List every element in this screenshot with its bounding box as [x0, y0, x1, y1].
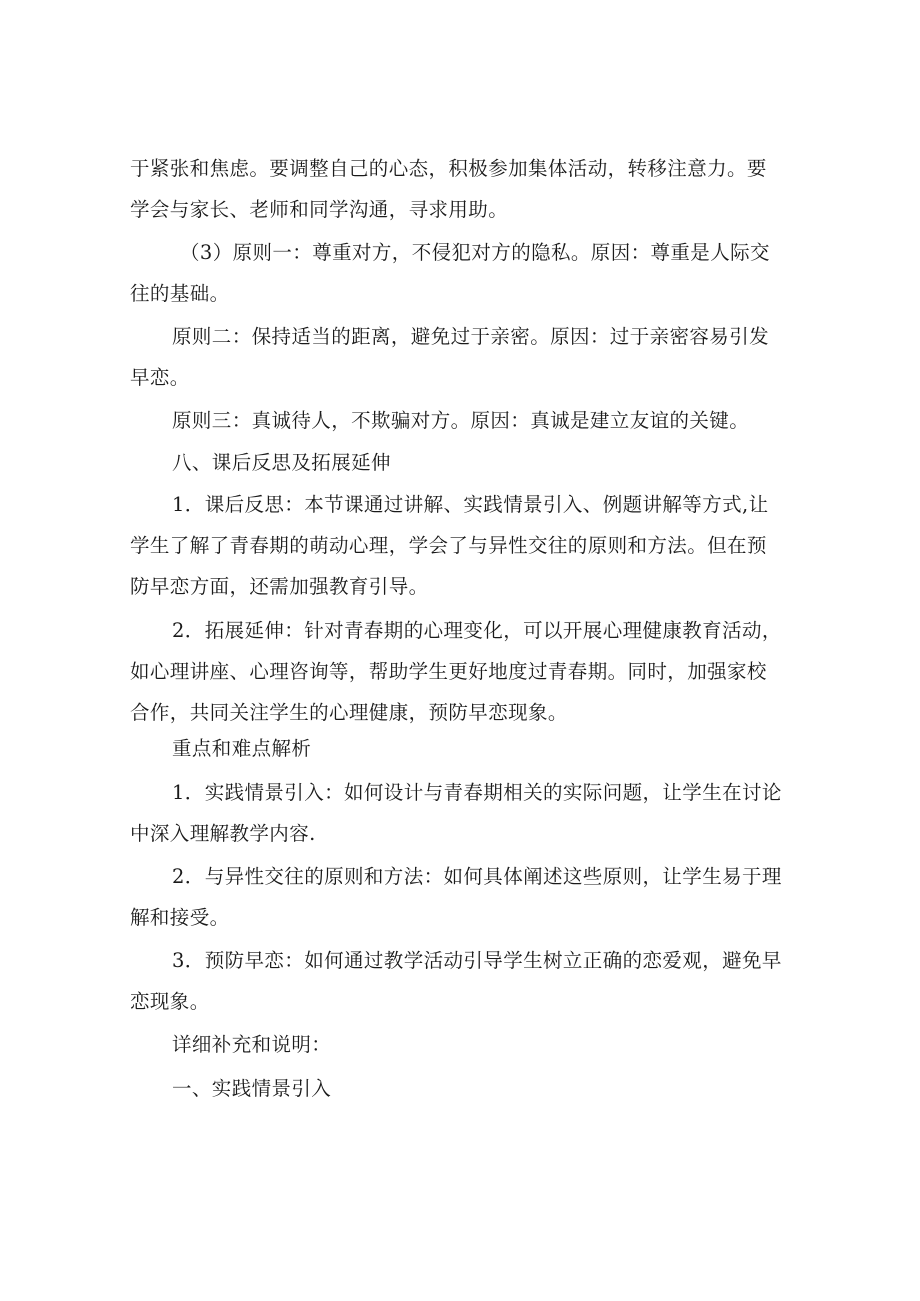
text-line: 恋现象。	[130, 990, 210, 1013]
text-line: 2．拓展延伸：针对青春期的心理变化，可以开展心理健康教育活动，	[172, 619, 782, 642]
text-line: 往的基础。	[130, 282, 230, 305]
text-line: 早恋。	[130, 366, 190, 389]
text-line: 学会与家长、老师和同学沟通，寻求用助。	[130, 198, 509, 221]
text-line: 合作，共同关注学生的心理健康，预防早恋现象。	[130, 701, 568, 724]
text-line: 于紧张和焦虑。要调整自己的心态，积极参加集体活动，转移注意力。要	[130, 157, 767, 180]
text-line: 解和接受。	[130, 906, 230, 929]
paragraph-key-3	[130, 940, 800, 1022]
text-line: 中深入理解教学内容.	[130, 822, 316, 845]
text-line: （3）原则一：尊重对方，不侵犯对方的隐私。原因：尊重是人际交	[180, 241, 770, 264]
text-line: 如心理讲座、心理咨询等，帮助学生更好地度过青春期。同时，加强家校	[130, 660, 767, 683]
text-line: 3．预防早恋：如何通过教学活动引导学生树立正确的恋爱观，避免早	[172, 949, 782, 972]
paragraph-key-1	[130, 772, 800, 854]
text-line: 防早恋方面，还需加强教育引导。	[130, 575, 429, 598]
text-line: 一、实践情景引入	[172, 1077, 332, 1100]
paragraph-reflection	[130, 484, 800, 607]
section-heading-8	[130, 442, 800, 483]
text-line: 学生了解了青春期的萌动心理，学会了与异性交往的原则和方法。但在预	[130, 534, 767, 557]
text-line: 1．实践情景引入：如何设计与青春期相关的实际问题，让学生在讨论	[172, 781, 782, 804]
text-line: 2．与异性交往的原则和方法：如何具体阐述这些原则，让学生易于理	[172, 865, 782, 888]
text-line: 原则三：真诚待人，不欺骗对方。原因：真诚是建立友谊的关键。	[172, 409, 750, 432]
text-line: 详细补充和说明：	[172, 1033, 332, 1056]
paragraph-1	[130, 148, 800, 230]
heading-section-1	[130, 1068, 800, 1109]
heading-details	[130, 1024, 800, 1065]
text-line: 重点和难点解析	[172, 737, 312, 760]
paragraph-4	[130, 400, 800, 441]
paragraph-key-2	[130, 856, 800, 938]
text-line: 八、课后反思及拓展延伸	[172, 451, 391, 474]
paragraph-2	[130, 232, 800, 314]
text-line: 1．课后反思：本节课通过讲解、实践情景引入、例题讲解等方式,让	[172, 493, 769, 516]
paragraph-3	[130, 316, 800, 398]
heading-key-points	[130, 728, 800, 769]
paragraph-extension	[130, 610, 800, 733]
text-line: 原则二：保持适当的距离，避免过于亲密。原因：过于亲密容易引发	[172, 325, 770, 348]
